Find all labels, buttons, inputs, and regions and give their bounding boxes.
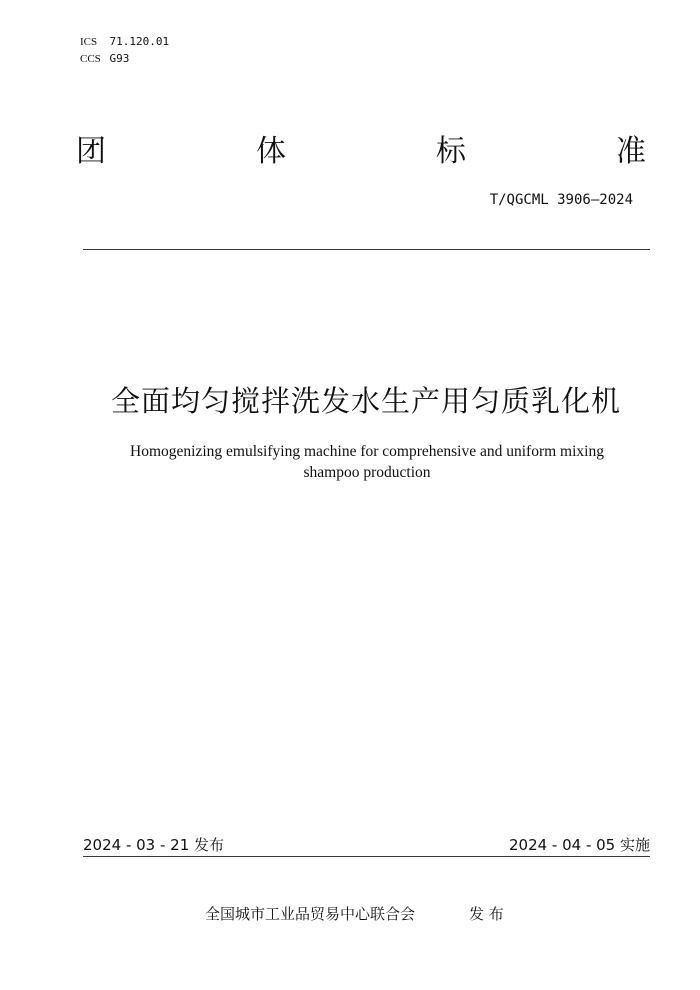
issuer-action: 发 布 (469, 905, 504, 923)
document-title-en-line-1: Homogenizing emulsifying machine for comprehensive and uniform mixing (130, 443, 604, 460)
ccs-label: CCS (80, 53, 101, 65)
category-char: 准 (616, 134, 646, 169)
category-char: 体 (256, 134, 286, 169)
category-char: 标 (436, 134, 466, 169)
document-title-en-line-2: shampoo production (303, 464, 431, 481)
standard-number: T/QGCML 3906—2024 (489, 192, 633, 208)
implement-date: 2024 - 04 - 05 实施 (508, 836, 650, 854)
bottom-divider (83, 856, 650, 857)
ics-classification (80, 35, 169, 49)
top-divider (83, 249, 650, 250)
issuer-name: 全国城市工业品贸易中心联合会 (205, 905, 416, 923)
document-title-zh: 全面均匀搅拌洗发水生产用匀质乳化机 (110, 384, 621, 418)
ccs-classification (80, 52, 129, 66)
ccs-code: G93 (109, 52, 130, 65)
ics-code: 71.120.01 (109, 35, 170, 48)
category-char: 团 (76, 134, 106, 169)
standard-category-heading (76, 134, 646, 170)
ics-label: ICS (80, 36, 98, 48)
publish-date: 2024 - 03 - 21 发布 (83, 836, 225, 854)
